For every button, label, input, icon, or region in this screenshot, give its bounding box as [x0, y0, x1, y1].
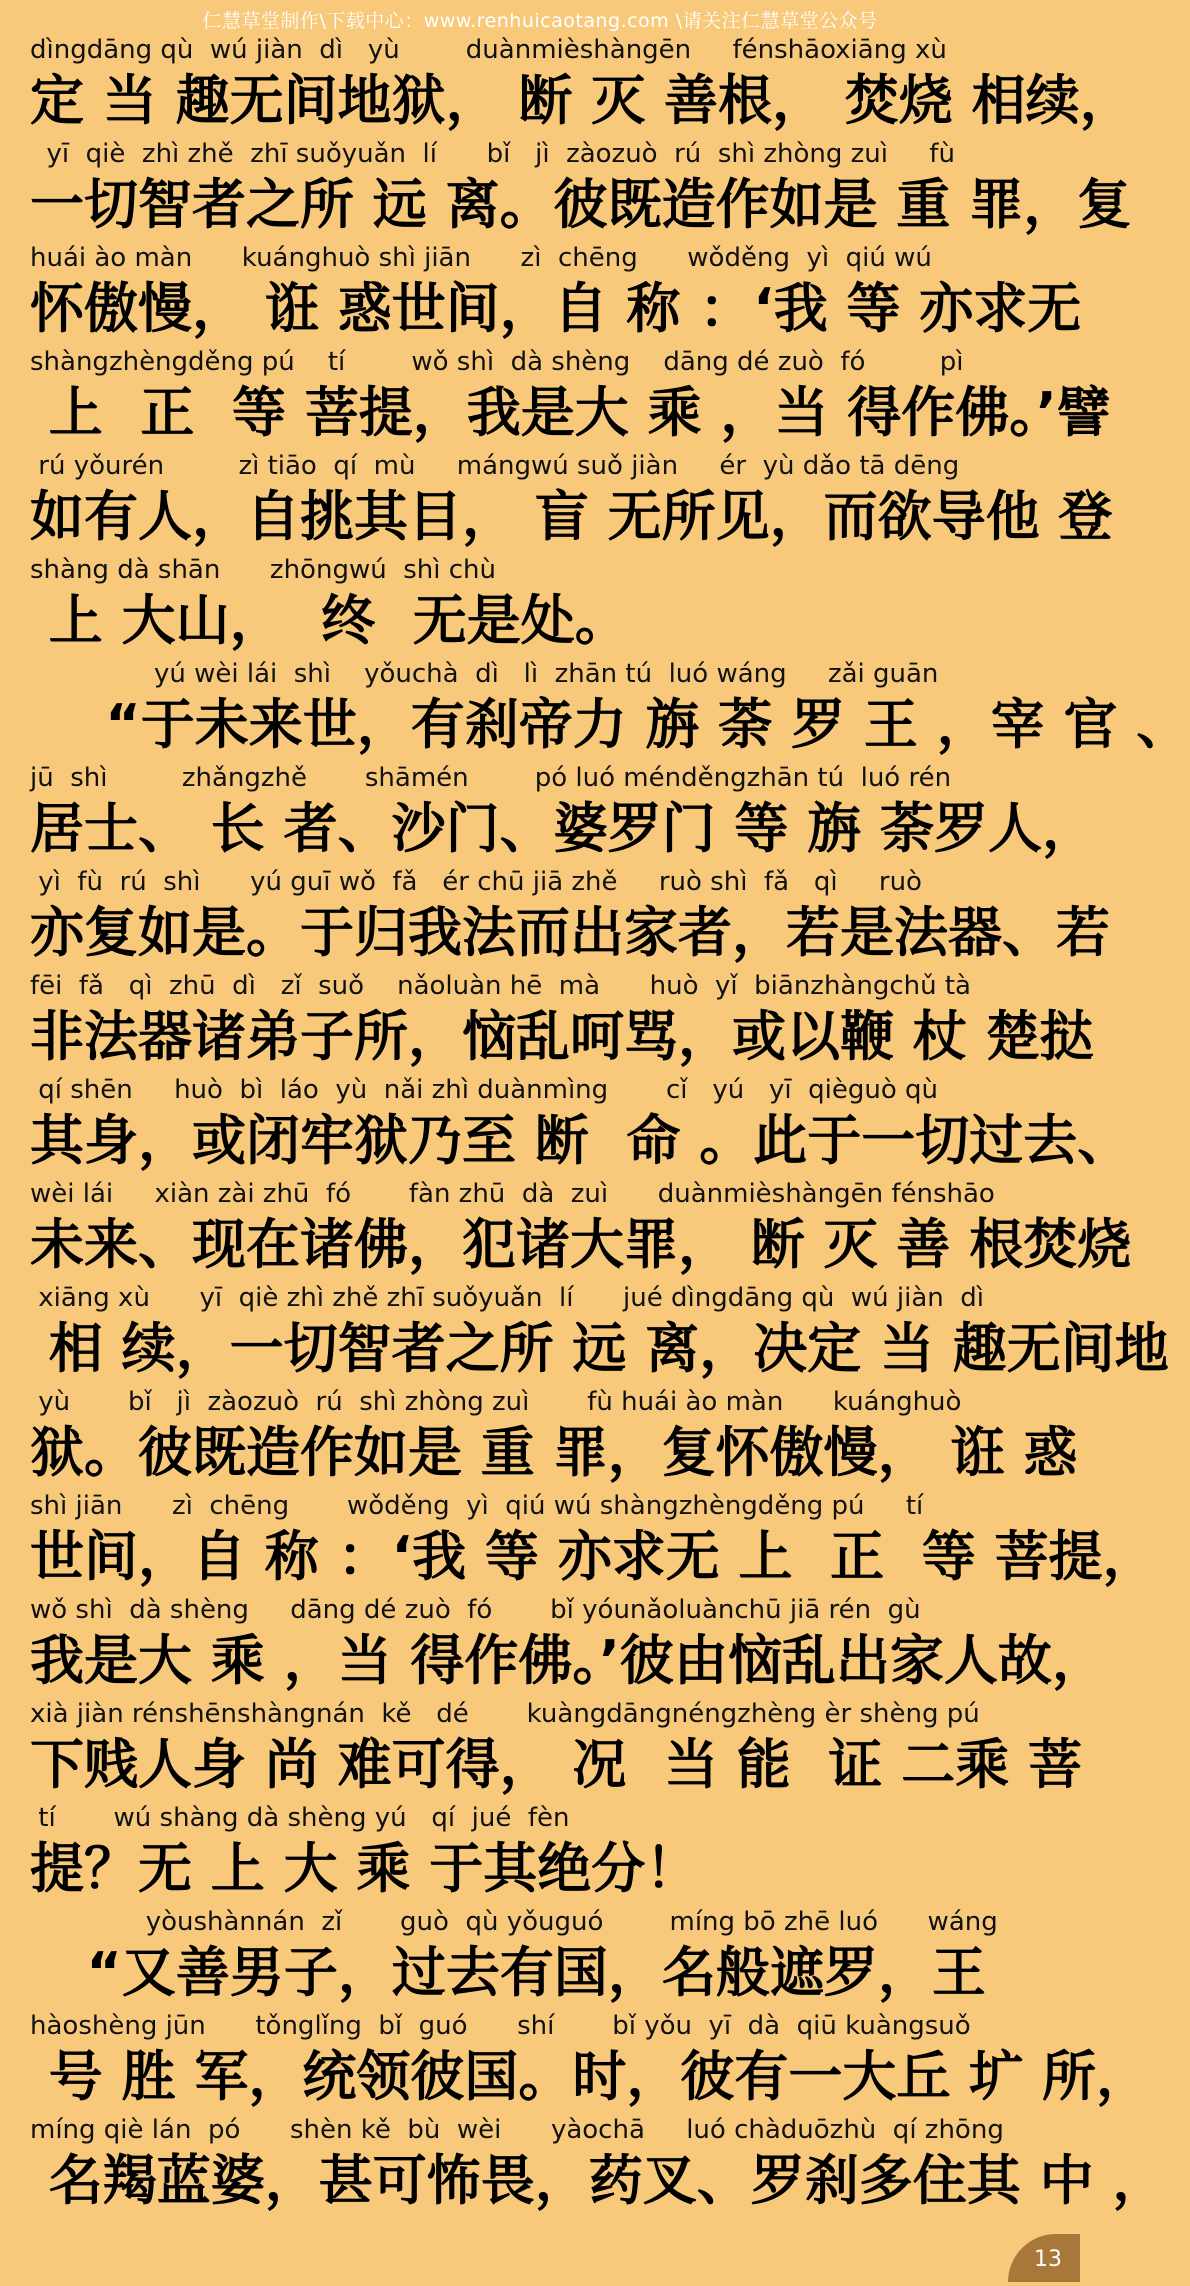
text-line: [30, 1802, 1060, 1906]
hanzi-line: 世间，自 称 ：‘我 等 亦求无 上 正 等 菩提，: [30, 1525, 1157, 1588]
pinyin-line: wèi lái xiàn zài zhū fó fàn zhū dà zuì duànmièshàngēn fénshāo: [30, 1179, 995, 1209]
hanzi-line: 号 胜 军，统领彼国。时，彼有一大丘 圹 所，: [30, 2045, 1150, 2108]
scripture-text: [30, 34, 1190, 2218]
text-line: [30, 1698, 1082, 1802]
text-line: [30, 34, 1134, 138]
page-number-badge: 13: [1008, 2234, 1080, 2282]
pinyin-line: yú wèi lái shì yǒuchà dì lì zhān tú luó wáng zǎi guān: [30, 659, 939, 689]
pinyin-line: míng qiè lán pó shèn kě bù wèi yàochā luó chàduōzhù qí zhōng: [30, 2115, 1004, 2145]
hanzi-line: 亦复如是。于归我法而出家者，若是法器、若: [30, 901, 1110, 964]
text-line: [30, 554, 1060, 658]
pinyin-line: qí shēn huò bì láo yù nǎi zhì duànmìng cǐ yú yī qièguò qù: [30, 1075, 938, 1105]
text-line: [30, 970, 1094, 1074]
hanzi-line: “又善男子，过去有国，名般遮罗，王: [30, 1941, 986, 2004]
header-banner: 仁慧草堂制作\下载中心：www.renhuicaotang.com \请关注仁慧草堂公众号: [202, 10, 878, 32]
pinyin-line: hàoshèng jūn tǒnglǐng bǐ guó shí bǐ yǒu yī dà qiū kuàngsuǒ: [30, 2011, 971, 2041]
hanzi-line: 上 正 等 菩提，我是大 乘 ，当 得作佛。’譬: [30, 381, 1111, 444]
pinyin-line: yī qiè zhì zhě zhī suǒyuǎn lí bǐ jì zàozuò rú shì zhòng zuì fù: [30, 139, 955, 169]
hanzi-line: “于未来世，有刹帝力 旃 荼 罗 王 ，宰 官 、: [30, 693, 1190, 756]
text-line: [30, 658, 1190, 762]
pinyin-line: shàngzhèngděng pú tí wǒ shì dà shèng dāng dé zuò fó pì: [30, 347, 964, 377]
hanzi-line: 其身，或闭牢狱乃至 断 命 。此于一切过去、: [30, 1109, 1132, 1172]
text-line: [30, 1178, 1132, 1282]
hanzi-line: 定 当 趣无间地狱， 断 灭 善根， 焚烧 相续，: [30, 69, 1134, 132]
text-line: [30, 450, 1113, 554]
text-line: [30, 346, 1111, 450]
text-line: [30, 2010, 1150, 2114]
pinyin-line: shàng dà shān zhōngwú shì chù: [30, 555, 496, 585]
text-line: [30, 138, 1132, 242]
pinyin-line: huái ào màn kuánghuò shì jiān zì chēng wǒděng yì qiú wú: [30, 243, 932, 273]
pinyin-line: wǒ shì dà shèng dāng dé zuò fó bǐ yóunǎoluànchū jiā rén gù: [30, 1595, 921, 1625]
hanzi-line: 提？无 上 大 乘 于其绝分！: [30, 1837, 700, 1900]
text-line: [30, 1282, 1169, 1386]
pinyin-line: fēi fǎ qì zhū dì zǐ suǒ nǎoluàn hē mà huò yǐ biānzhàngchǔ tà: [30, 971, 971, 1001]
hanzi-line: 未来、现在诸佛，犯诸大罪， 断 灭 善 根焚烧: [30, 1213, 1132, 1276]
hanzi-line: 名羯蓝婆，甚可怖畏，药叉、罗刹多住其 中 ，: [30, 2149, 1167, 2212]
pinyin-line: yì fù rú shì yú guī wǒ fǎ ér chū jiā zhě ruò shì fǎ qì ruò: [30, 867, 922, 897]
hanzi-line: 下贱人身 尚 难可得， 况 当 能 证 二乘 菩: [30, 1733, 1082, 1796]
text-line: [30, 762, 1096, 866]
pinyin-line: xià jiàn rénshēnshàngnán kě dé kuàngdāngnéngzhèng èr shèng pú: [30, 1699, 980, 1729]
hanzi-line: 如有人，自挑其目， 盲 无所见，而欲导他 登: [30, 485, 1113, 548]
text-line: [30, 1074, 1132, 1178]
pinyin-line: tí wú shàng dà shèng yú qí jué fèn: [30, 1803, 570, 1833]
pinyin-line: yù bǐ jì zàozuò rú shì zhòng zuì fù huái ào màn kuánghuò: [30, 1387, 962, 1417]
text-line: [30, 1594, 1106, 1698]
pinyin-line: yòushànnán zǐ guò qù yǒuguó míng bō zhē luó wáng: [30, 1907, 998, 1937]
pinyin-line: shì jiān zì chēng wǒděng yì qiú wú shàngzhèngděng pú tí: [30, 1491, 924, 1521]
hanzi-line: 狱。彼既造作如是 重 罪，复怀傲慢， 诳 惑: [30, 1421, 1078, 1484]
pinyin-line: rú yǒurén zì tiāo qí mù mángwú suǒ jiàn ér yù dǎo tā dēng: [30, 451, 960, 481]
text-line: [30, 2114, 1167, 2218]
text-line: [30, 866, 1110, 970]
hanzi-line: 相 续，一切智者之所 远 离，决定 当 趣无间地: [30, 1317, 1169, 1380]
pinyin-line: xiāng xù yī qiè zhì zhě zhī suǒyuǎn lí jué dìngdāng qù wú jiàn dì: [30, 1283, 985, 1313]
text-line: [30, 242, 1082, 346]
hanzi-line: 非法器诸弟子所，恼乱呵骂，或以鞭 杖 楚挞: [30, 1005, 1094, 1068]
pinyin-line: jū shì zhǎngzhě shāmén pó luó ménděngzhān tú luó rén: [30, 763, 952, 793]
text-line: [30, 1386, 1078, 1490]
hanzi-line: 居士、 长 者、沙门、婆罗门 等 旃 荼罗人，: [30, 797, 1096, 860]
hanzi-line: 怀傲慢， 诳 惑世间，自 称 ：‘我 等 亦求无: [30, 277, 1082, 340]
hanzi-line: 我是大 乘 ，当 得作佛。’彼由恼乱出家人故，: [30, 1629, 1106, 1692]
hanzi-line: 上 大山， 终 无是处。: [30, 589, 629, 652]
hanzi-line: 一切智者之所 远 离。彼既造作如是 重 罪，复: [30, 173, 1132, 236]
pinyin-line: dìngdāng qù wú jiàn dì yù duànmièshàngēn fénshāoxiāng xù: [30, 35, 947, 65]
text-line: [30, 1906, 1060, 2010]
text-line: [30, 1490, 1157, 1594]
